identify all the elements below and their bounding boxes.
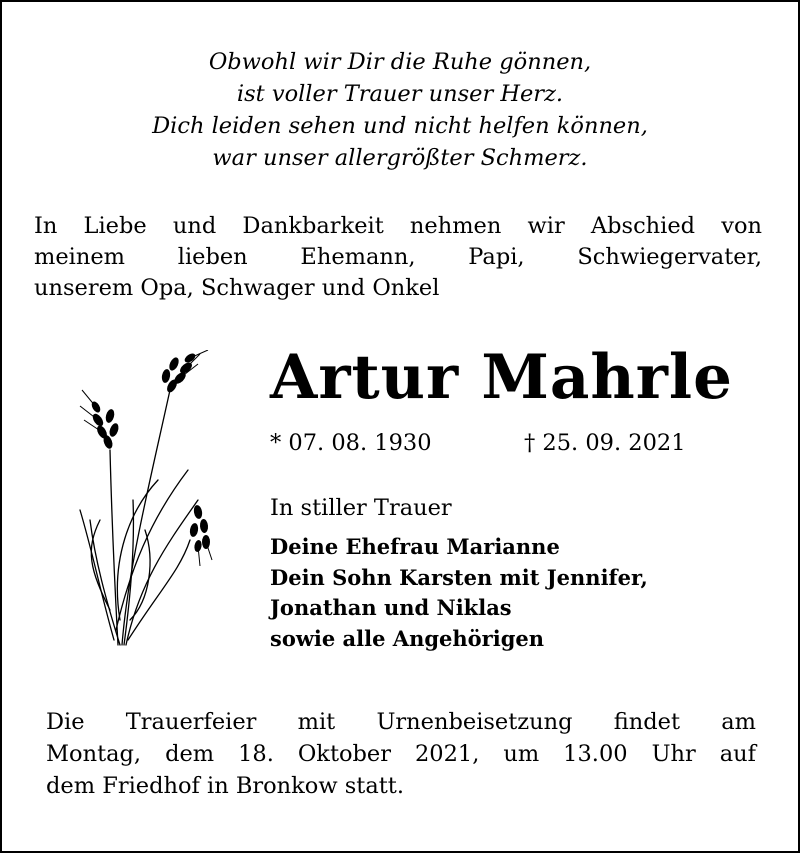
funeral-line: dem Friedhof in Bronkow statt. <box>46 773 405 799</box>
intro-text <box>34 211 762 304</box>
mourner-line: Jonathan und Niklas <box>270 595 512 620</box>
poem-line: war unser allergrößter Schmerz. <box>212 145 588 171</box>
poem-line: Dich leiden sehen und nicht helfen können, <box>152 113 648 139</box>
poem <box>40 46 760 174</box>
poem-line: ist voller Trauer unser Herz. <box>236 81 564 107</box>
mourner-line: Deine Ehefrau Marianne <box>270 534 560 559</box>
funeral-line: Montag, dem 18. Oktober 2021, um 13.00 Uhr auf <box>46 741 756 767</box>
funeral-notice <box>46 706 756 802</box>
mourner-line: sowie alle Angehörigen <box>270 625 545 651</box>
funeral-line: Die Trauerfeier mit Urnenbeisetzung findet am <box>46 709 756 735</box>
wheat-icon <box>70 350 220 650</box>
mourners-heading: In stiller Trauer <box>270 495 452 521</box>
birth-date: * 07. 08. 1930 <box>270 430 432 456</box>
death-date: † 25. 09. 2021 <box>524 430 686 456</box>
mourner-line: Dein Sohn Karsten mit Jennifer, <box>270 564 648 590</box>
poem-line: Obwohl wir Dir die Ruhe gönnen, <box>208 49 592 75</box>
intro-line: meinem lieben Ehemann, Papi, Schwiegervater, <box>34 244 762 270</box>
deceased-name: Artur Mahrle <box>270 342 733 413</box>
intro-line: unserem Opa, Schwager und Onkel <box>34 275 440 301</box>
mourners-list <box>270 532 648 654</box>
intro-line: In Liebe und Dankbarkeit nehmen wir Abschied von <box>34 213 762 239</box>
